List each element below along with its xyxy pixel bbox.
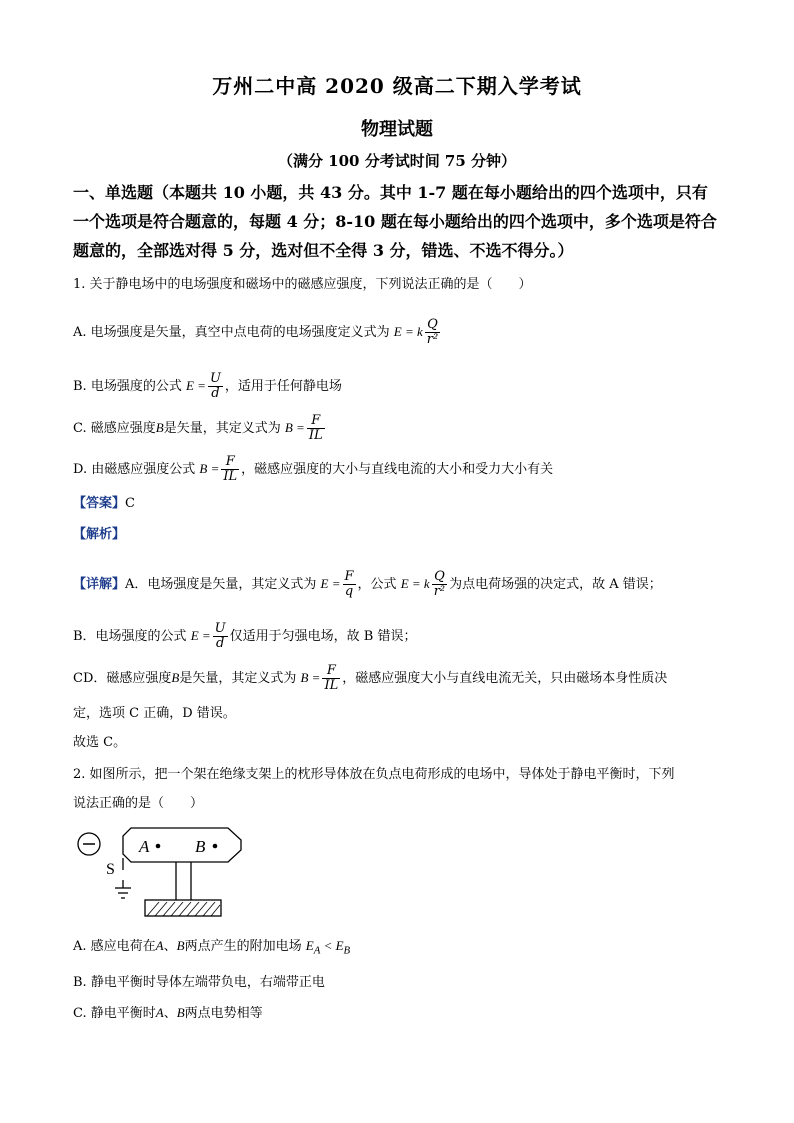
negative-charge-symbol <box>78 833 100 855</box>
q1-stem: 1. 关于静电场中的电场强度和磁场中的磁感应强度，下列说法正确的是（ ） <box>73 277 532 292</box>
q1-detail-cd-cont: 定，选项 C 正确，D 错误。 <box>73 706 236 721</box>
analysis-label: 【解析】 <box>73 527 126 542</box>
q2-option-b: B. 静电平衡时导体左端带负电，右端带正电 <box>73 975 325 990</box>
q1-option-a-formula: E = k <box>393 324 423 339</box>
q1-option-c-text: C. 磁感应强度 <box>73 421 156 436</box>
q2-option-c-text: C. 静电平衡时 <box>73 1006 156 1021</box>
detail-label: 【详解】 <box>73 577 126 592</box>
fraction-f-over-q: $\frac{F}{q}$ <box>344 569 354 599</box>
q1-option-d-post: ，磁感应强度的大小与直线电流的大小和受力大小有关 <box>241 462 554 477</box>
subject-title: 物理试题 <box>361 119 433 140</box>
q1-answer <box>73 494 135 514</box>
detail-cd-text3: ，磁感应强度大小与直线电流无关，只由磁场本身性质决 <box>342 671 668 686</box>
fraction-f-over-il: $\frac{F}{IL}$ <box>308 413 323 443</box>
q1-detail-cd: CD．磁感应强度B是矢量，其定义式为 B = $\frac{F}{IL}$ ，磁感应强度大小与直线电流无关，只由磁场本身性质决 <box>73 663 668 693</box>
q1-option-c-mid: 是矢量，其定义式为 <box>163 421 281 436</box>
detail-a-text1: A．电场强度是矢量，其定义式为 <box>125 577 317 592</box>
q1-conclusion: 故选 C。 <box>73 735 127 750</box>
answer-value: C <box>125 496 135 511</box>
ground-switch <box>106 858 131 898</box>
fraction-q-over-r2-b: $\frac{Q}{\text{r²}}$ <box>433 569 446 599</box>
q2-option-c-post: 两点电势相等 <box>184 1006 263 1021</box>
label-a: A <box>139 837 150 856</box>
detail-cd-text1: CD．磁感应强度 <box>73 671 172 686</box>
q1-detail-b: B．电场强度的公式 E = $\frac{U}{d}$ 仅适用于匀强电场，故 B 错误； <box>73 621 417 651</box>
fraction-u-over-d-b: $\frac{U}{d}$ <box>214 621 226 651</box>
label-s: S <box>106 861 115 878</box>
detail-b-text2: 仅适用于匀强电场，故 B 错误； <box>229 629 417 644</box>
q1-option-d-text: D. 由磁感应强度公式 <box>73 462 196 477</box>
q1-option-d: D. 由磁感应强度公式 B = $\frac{F}{IL}$ ，磁感应强度的大小与直线电流的大小和受力大小有关 <box>73 454 554 484</box>
detail-a-text3: 为点电荷场强的决定式，故 A 错误； <box>449 577 662 592</box>
q1-option-c: C. 磁感应强度B是矢量，其定义式为 B = $\frac{F}{IL}$ <box>73 413 323 443</box>
detail-a-text2: ，公式 <box>357 577 397 592</box>
q1-option-b: B. 电场强度的公式 E = $\frac{U}{d}$ ，适用于任何静电场 <box>73 371 342 401</box>
q1-analysis-label <box>73 525 125 545</box>
fraction-f-over-il-c: $\frac{F}{IL}$ <box>324 663 339 693</box>
fraction-u-over-d: $\frac{U}{d}$ <box>209 371 221 401</box>
q2-option-a: A. 感应电荷在A、B两点产生的附加电场 $E_A < E_B$ <box>73 938 351 957</box>
q2-stem-line2: 说法正确的是（ ） <box>73 796 204 811</box>
conductor-diagram <box>73 822 253 922</box>
fraction-f-over-il-d: $\frac{F}{IL}$ <box>223 454 238 484</box>
insulating-stand <box>145 862 221 916</box>
q2-option-c: C. 静电平衡时A、B两点电势相等 <box>73 1005 263 1021</box>
q1-option-b-text: B. 电场强度的公式 <box>73 379 182 394</box>
exam-title: 万州二中高 2020 级高二下期入学考试 <box>212 74 582 98</box>
q1-option-a <box>73 318 442 347</box>
label-b: B <box>195 837 206 856</box>
score-time-note: （满分 100 分考试时间 75 分钟） <box>277 152 517 170</box>
section-heading: 一、单选题（本题共 10 小题，共 43 分。其中 1-7 题在每小题给出的四个选项中，只有一个选项是符合题意的，每题 4 分；8-10 题在每小题给出的四个选项中，多个选项是符合题意的，全部选对得 5 分，选对但不全得 3 分，错选、不选不得分。） <box>73 183 717 260</box>
point-b-dot <box>213 844 218 849</box>
q2-option-a-mid: 两点产生的附加电场 <box>184 939 302 954</box>
q1-detail-a: 【详解】A．电场强度是矢量，其定义式为 E = $\frac{F}{q}$ ，公式 E = k $\frac{Q}{\text{r²}}$ 为点电荷场强的决定式，故 A 错误； <box>73 569 662 599</box>
detail-b-text1: B．电场强度的公式 <box>73 629 187 644</box>
detail-cd-text2: 是矢量，其定义式为 <box>179 671 297 686</box>
q1-option-b-post: ，适用于任何静电场 <box>224 379 342 394</box>
point-a-dot <box>156 844 161 849</box>
q2-option-a-text: A. 感应电荷在 <box>73 939 156 954</box>
q2-stem-line1: 2. 如图所示，把一个架在绝缘支架上的枕形导体放在负点电荷形成的电场中，导体处于静电平衡时，下列 <box>73 767 675 782</box>
fraction-q-over-r2: $\frac{Q}{\text{r²}}$ <box>426 317 439 347</box>
q1-option-a-text: A. 电场强度是矢量，真空中点电荷的电场强度定义式为 <box>73 325 390 340</box>
answer-label: 【答案】 <box>73 496 126 511</box>
